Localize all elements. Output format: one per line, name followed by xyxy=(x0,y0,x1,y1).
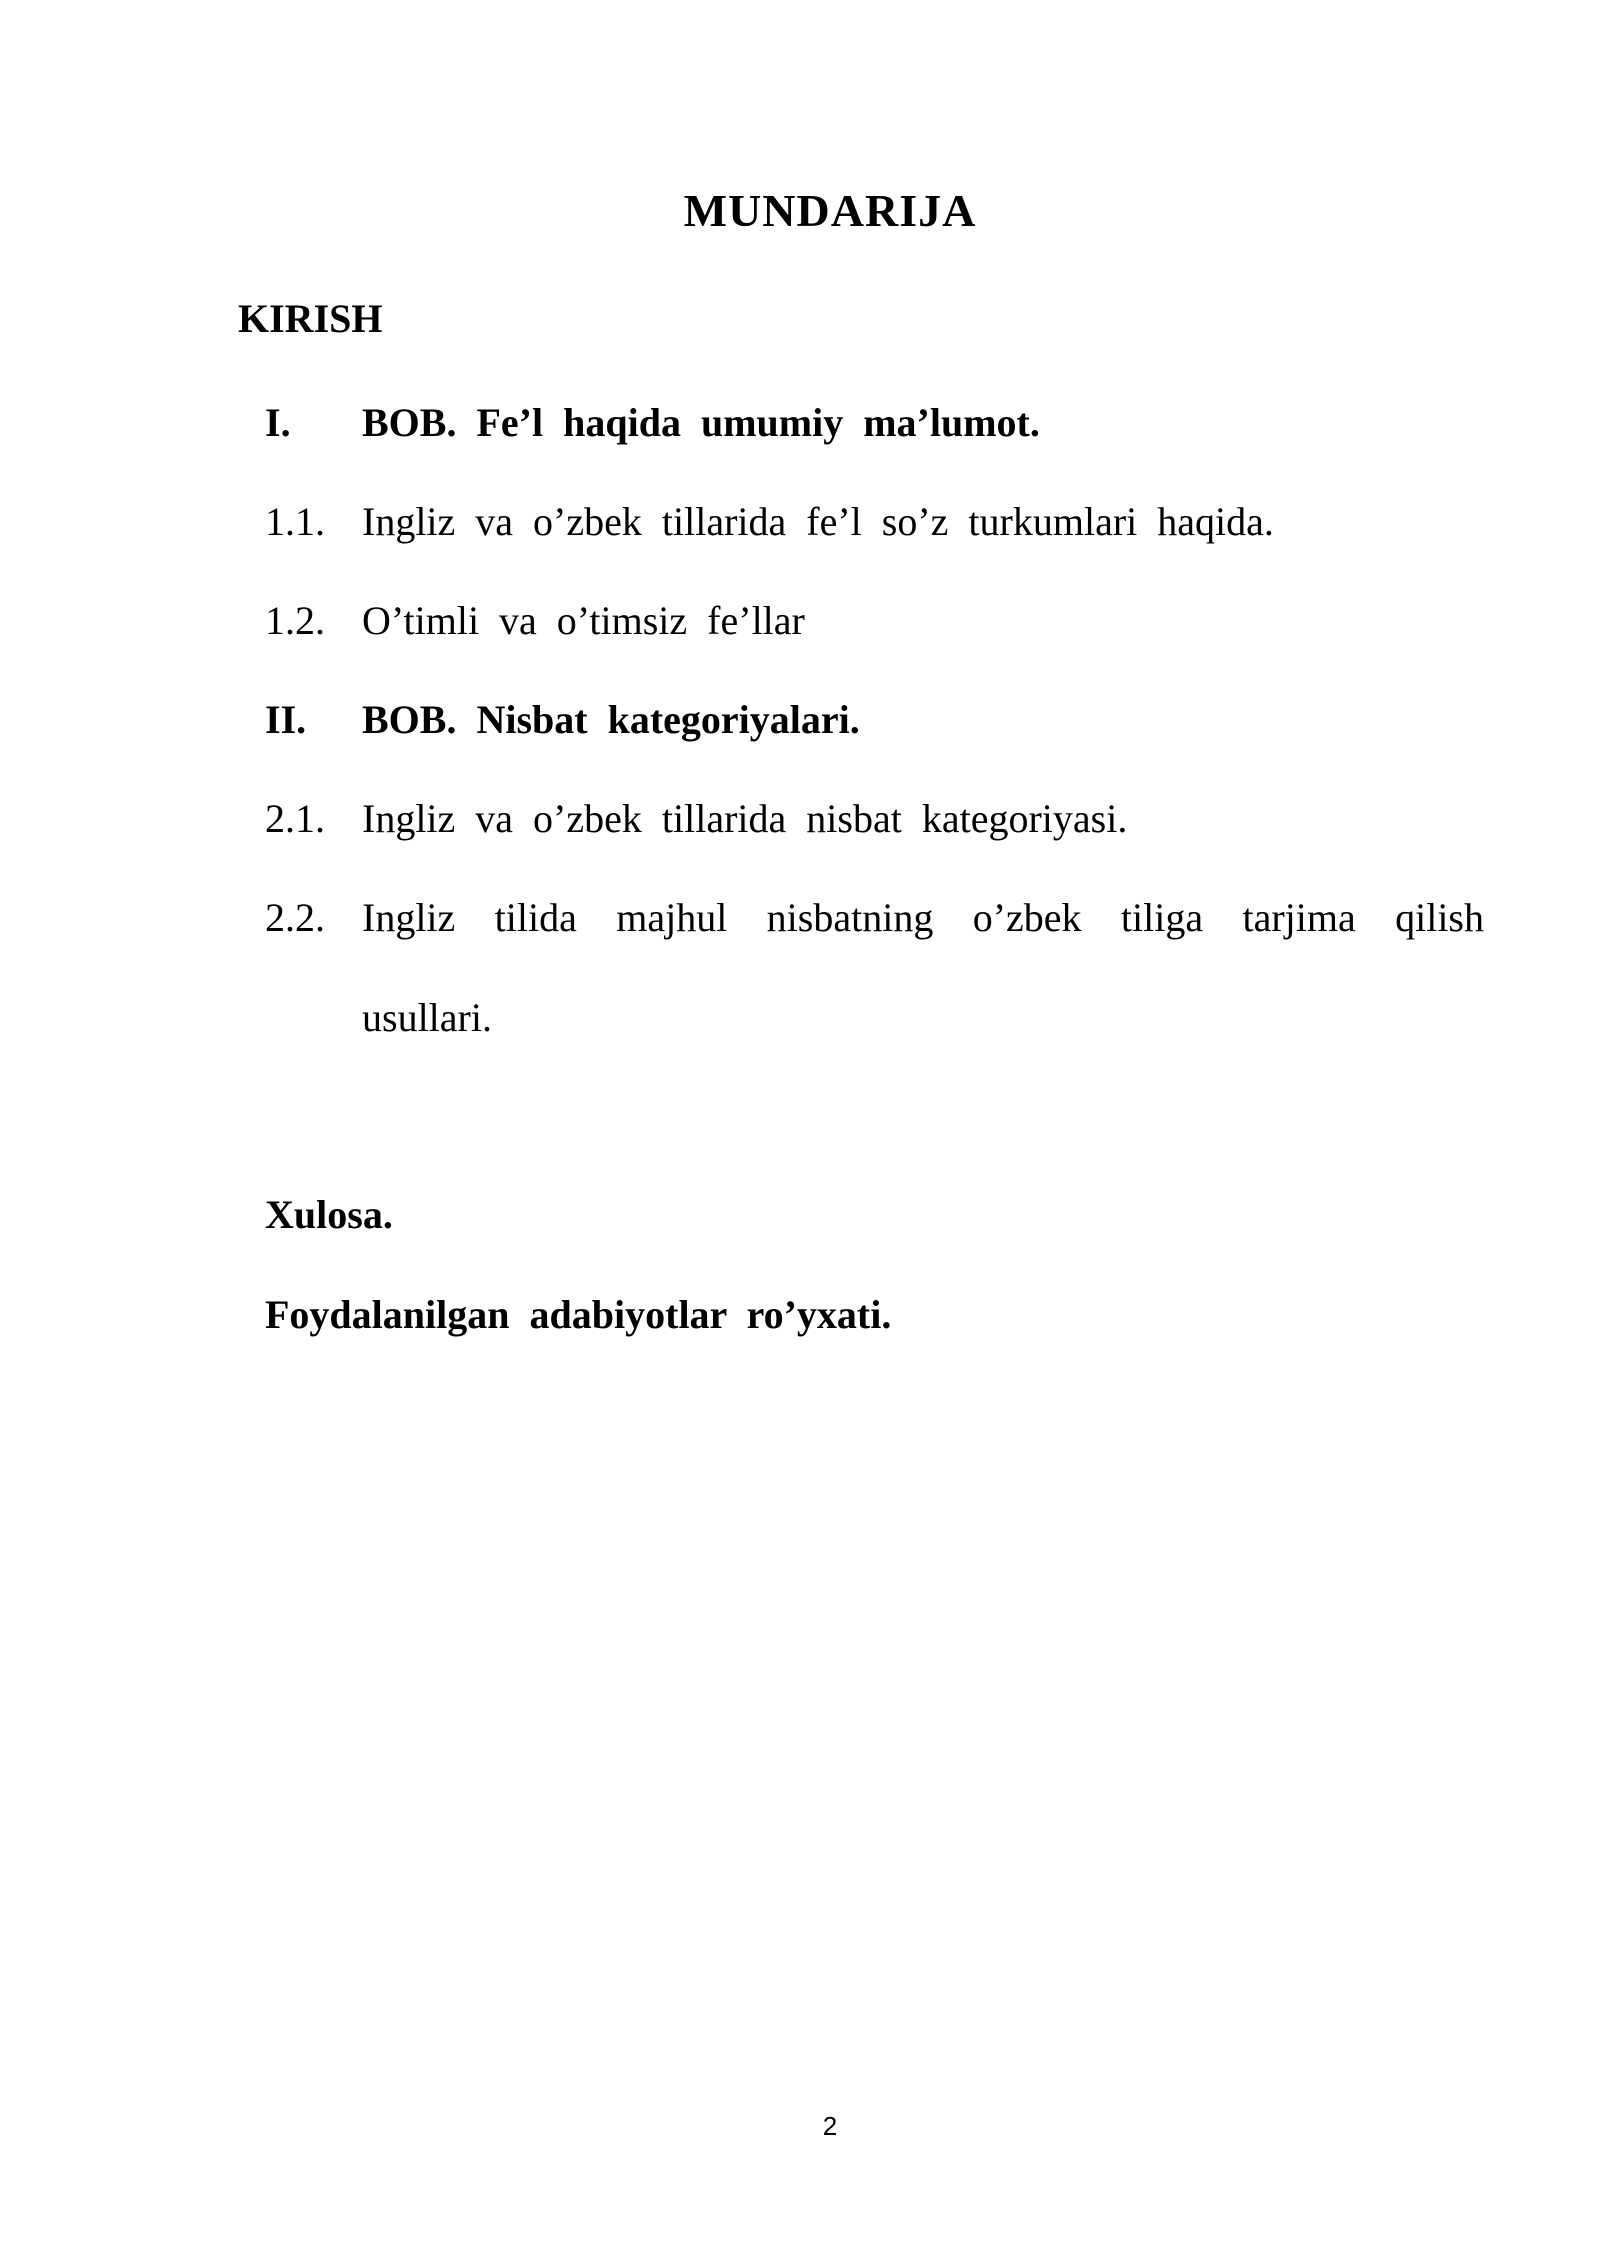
toc-entry-number: II. xyxy=(265,697,307,742)
toc-entry-title: Ingliz va o’zbek tillarida nisbat kategoriyasi. xyxy=(362,796,1128,841)
toc-entry-title: Ingliz tilida majhul nisbatning o’zbek tiliga tarjima qilish xyxy=(362,895,1484,940)
toc-references: Foydalanilgan adabiyotlar ro’yxati. xyxy=(265,1292,892,1337)
toc-entry-title: BOB. Fe’l haqida umumiy ma’lumot. xyxy=(362,400,1040,445)
toc-intro: KIRISH xyxy=(238,296,383,341)
toc-entry-title: O’timli va o’timsiz fe’llar xyxy=(362,598,805,643)
toc-conclusion: Xulosa. xyxy=(265,1192,393,1237)
toc-entry-number: 1.1. xyxy=(265,499,325,544)
page-number: 2 xyxy=(822,2111,838,2141)
toc-entry-title: Ingliz va o’zbek tillarida fe’l so’z turkumlari haqida. xyxy=(362,499,1274,544)
toc-entry-number: 2.1. xyxy=(265,796,325,841)
toc-entry-number: I. xyxy=(265,400,291,445)
toc-entry-title: BOB. Nisbat kategoriyalari. xyxy=(362,697,860,742)
toc-entry-2-2-continuation: usullari. xyxy=(362,995,492,1040)
toc-entry-number: 1.2. xyxy=(265,598,325,643)
toc-entry-number: 2.2. xyxy=(265,895,325,940)
page-title: MUNDARIJA xyxy=(683,185,977,236)
